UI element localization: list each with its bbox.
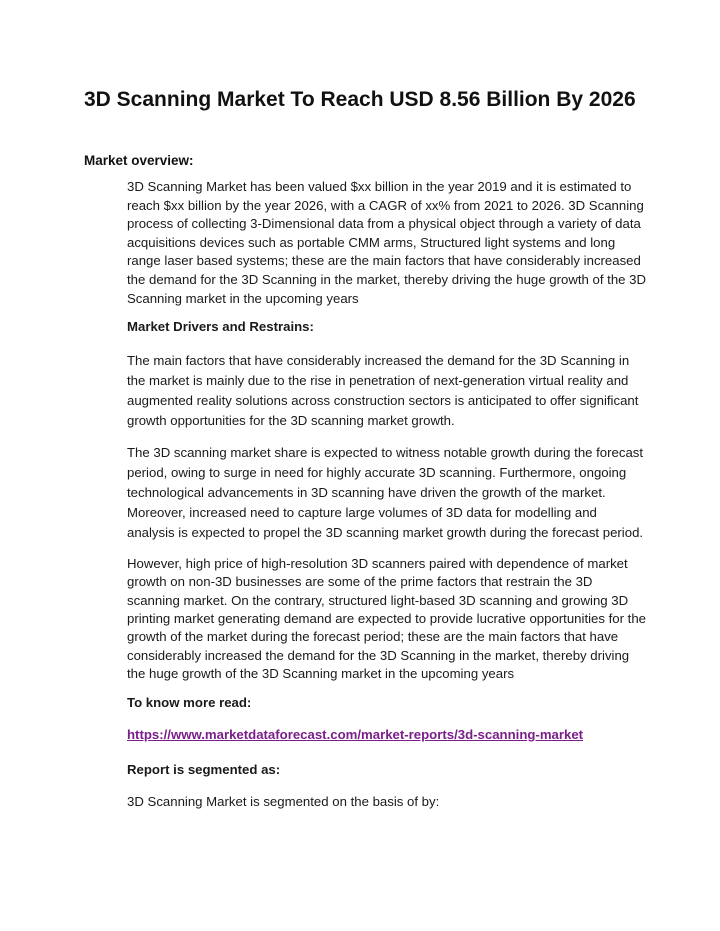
read-more-heading: To know more read: <box>127 694 252 710</box>
overview-heading: Market overview: <box>84 153 194 168</box>
drivers-paragraph-2: The 3D scanning market share is expected to witness notable growth during the forecast period, owing to surge in need for highly accurate 3D scanning. Furthermore, ongoing technological advancements in 3D scanning have driven the growth of the market. Moreover, increased need to capture large volumes of 3D data for modelling and analysis is expected to propel the 3D scanning market growth during the forecast period. <box>127 444 644 540</box>
overview-paragraph: 3D Scanning Market has been valued $xx billion in the year 2019 and it is estimated to reach $xx billion by the year 2026, with a CAGR of xx% from 2021 to 2026. 3D Scanning process of collecting 3-Dimensional data from a physical object through a variety of data acquisitions devices such as portable CMM arms, Structured light systems and long range laser based systems; these are the main factors that have considerably increased the demand for the 3D Scanning in the market, thereby driving the huge growth of the 3D Scanning market in the upcoming years <box>127 179 647 306</box>
document-title: 3D Scanning Market To Reach USD 8.56 Billion By 2026 <box>84 88 636 111</box>
segmented-paragraph: 3D Scanning Market is segmented on the basis of by: <box>127 794 440 810</box>
segmented-heading: Report is segmented as: <box>127 761 281 777</box>
report-link[interactable]: https://www.marketdataforecast.com/market-reports/3d-scanning-market <box>127 727 584 743</box>
read-more-link-row <box>127 726 647 745</box>
drivers-paragraph-3: However, high price of high-resolution 3D scanners paired with dependence of market growth on non-3D businesses are some of the prime factors that restrain the 3D scanning market. On the contrary, structured light-based 3D scanning and growing 3D printing market generating demand are expected to provide lucrative opportunities for the growth of the market during the forecast period; these are the main factors that have considerably increased the demand for the 3D Scanning in the market, thereby driving the huge growth of the 3D Scanning market in the upcoming years <box>127 555 647 682</box>
document-body <box>127 178 647 812</box>
drivers-paragraph-1: The main factors that have considerably increased the demand for the 3D Scanning in the market is mainly due to the rise in penetration of next-generation virtual reality and augmented reality solutions across construction sectors is anticipated to offer significant growth opportunities for the 3D scanning market growth. <box>127 352 639 428</box>
drivers-heading: Market Drivers and Restrains: <box>127 319 314 335</box>
